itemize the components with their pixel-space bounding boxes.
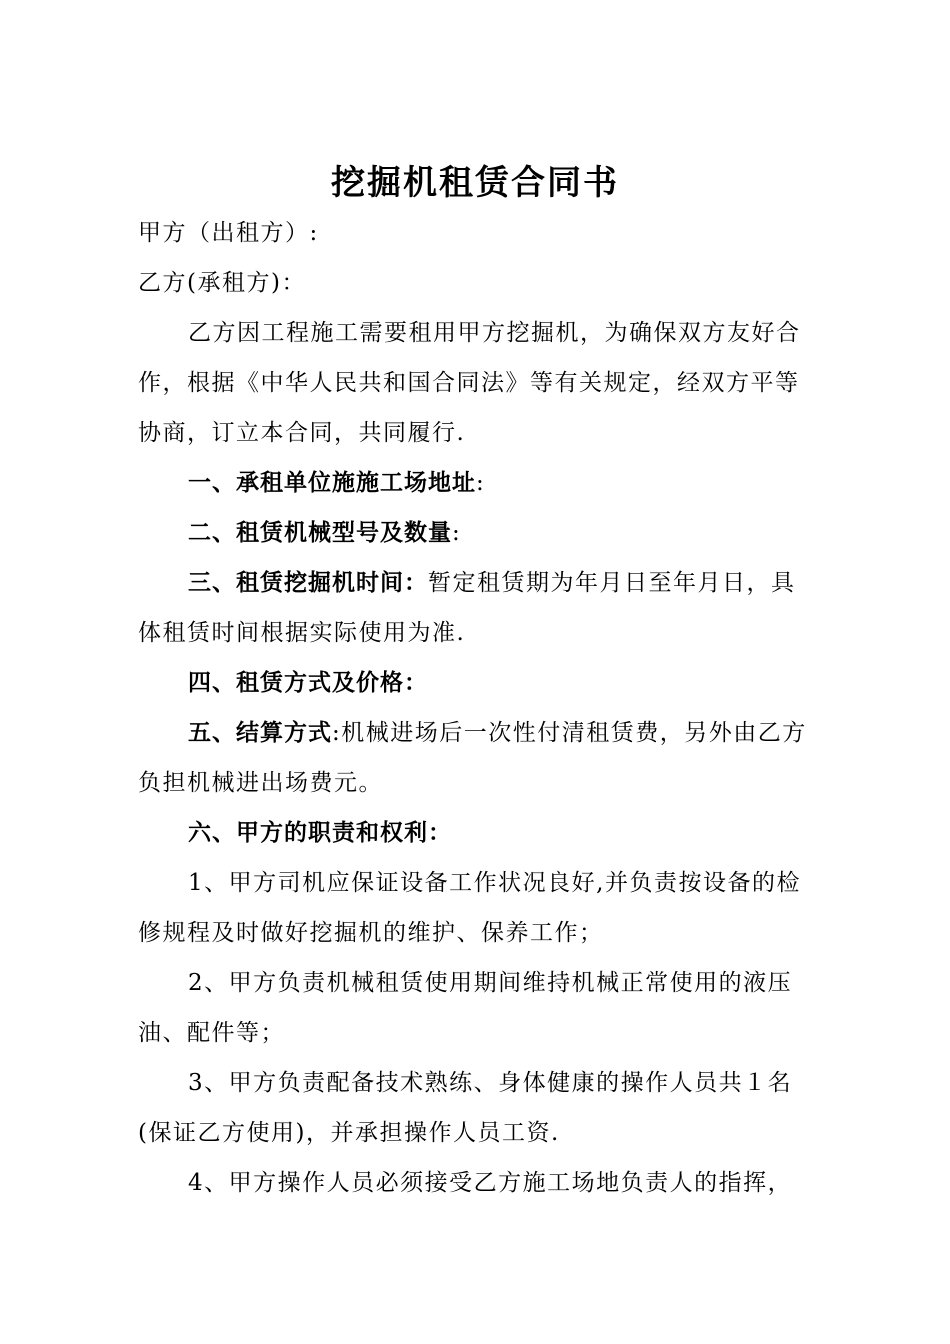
- document-title: 挖掘机租赁合同书: [331, 163, 619, 203]
- section-4-heading: 四、租赁方式及价格：: [188, 670, 428, 696]
- section-1-text: :: [476, 470, 486, 496]
- section-3-heading: 三、租赁挖掘机时间：: [188, 570, 428, 596]
- section-6: [138, 808, 814, 858]
- clause-4: 4、甲方操作人员必须接受乙方施工场地负责人的指挥，: [188, 1170, 793, 1196]
- section-5-text: :机械进场后一次性付清租赁费，另外由乙方负担机械进出场费元。: [138, 720, 807, 796]
- section-2-heading: 二、租赁机械型号及数量: [188, 520, 452, 546]
- section-1-heading: 一、承租单位施施工场地址: [188, 470, 476, 496]
- clause-3: 3、甲方负责配备技术熟练、身体健康的操作人员共１名(保证乙方使用)，并承担操作人员工资.: [138, 1070, 793, 1146]
- section-6-heading: 六、甲方的职责和权利：: [188, 820, 452, 846]
- section-3: [138, 558, 814, 658]
- party-b-line: 乙方(承租方)：: [138, 270, 306, 296]
- clause-2: 2、甲方负责机械租赁使用期间维持机械正常使用的液压油、配件等；: [138, 970, 793, 1046]
- section-3-text: 暂定租赁期为年月日至年月日，具体租赁时间根据实际使用为准.: [138, 570, 796, 646]
- section-1: [138, 458, 814, 508]
- section-5-heading: 五、结算方式: [188, 720, 332, 746]
- section-4: [138, 658, 814, 708]
- clause-1: 1、甲方司机应保证设备工作状况良好,并负责按设备的检修规程及时做好挖掘机的维护、保养工作；: [138, 870, 801, 946]
- intro-paragraph: 乙方因工程施工需要租用甲方挖掘机，为确保双方友好合作，根据《中华人民共和国合同法》等有关规定，经双方平等协商，订立本合同，共同履行.: [138, 320, 801, 446]
- section-2-text: :: [452, 520, 462, 546]
- section-2: [138, 508, 814, 558]
- document-body: [138, 208, 814, 1208]
- party-a-line: 甲方（出租方）:: [138, 220, 319, 246]
- section-5: [138, 708, 814, 808]
